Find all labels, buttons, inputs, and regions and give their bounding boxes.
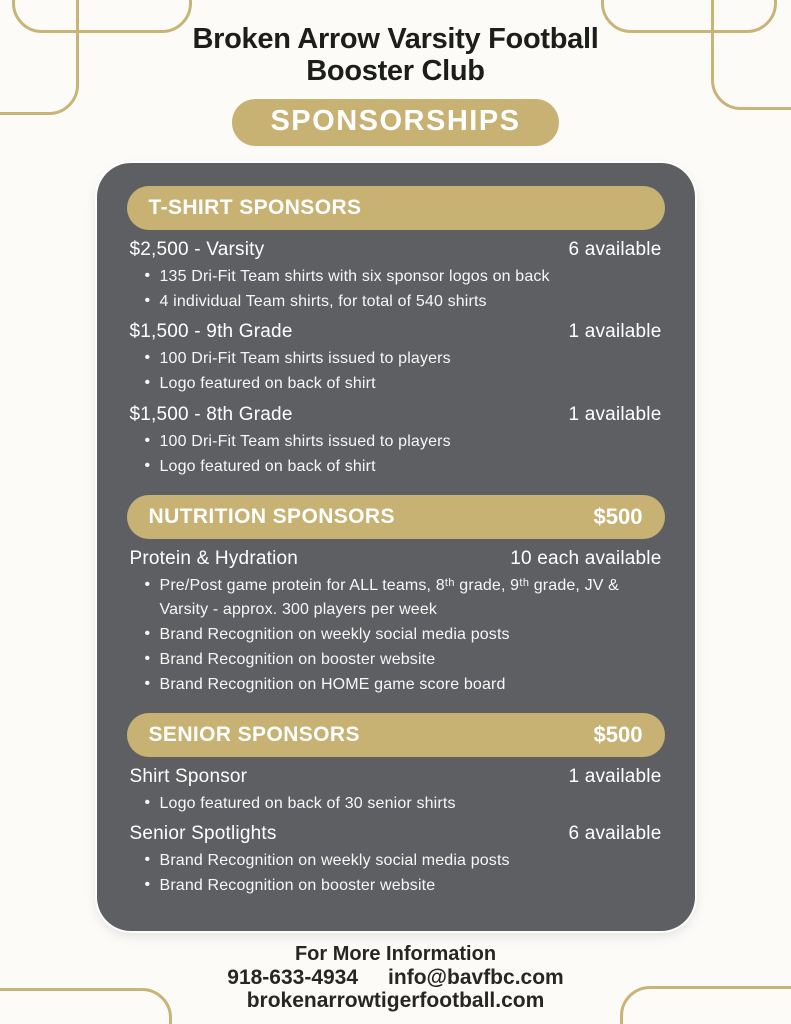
bullet-point: • Brand Recognition on weekly social media posts bbox=[144, 849, 665, 874]
bullet-list bbox=[127, 265, 665, 315]
bullet-point: • 4 individual Team shirts, for total of 540 shirts bbox=[144, 290, 665, 315]
footer-contact-line bbox=[0, 966, 791, 990]
item-availability: 6 available bbox=[568, 823, 662, 845]
bullet-list bbox=[127, 792, 665, 817]
bullet-point: • 135 Dri-Fit Team shirts with six sponsor logos on back bbox=[144, 265, 665, 290]
website-url: brokenarrowtigerfootball.com bbox=[246, 989, 545, 1013]
item-availability: 1 available bbox=[568, 403, 662, 425]
bullet-list bbox=[127, 574, 665, 698]
footer-heading: For More Information bbox=[294, 942, 497, 965]
sponsorship-card bbox=[97, 163, 695, 931]
item-name: $1,500 - 8th Grade bbox=[129, 403, 293, 425]
item-row bbox=[127, 548, 665, 570]
item-row bbox=[127, 823, 665, 845]
item-name: Senior Spotlights bbox=[129, 823, 277, 845]
item-availability: 1 available bbox=[568, 321, 662, 343]
section-price: $500 bbox=[593, 721, 643, 747]
section-title: NUTRITION SPONSORS bbox=[148, 504, 395, 528]
item-name: $1,500 - 9th Grade bbox=[129, 321, 293, 343]
section-price: $500 bbox=[593, 503, 643, 529]
item-availability: 10 each available bbox=[510, 547, 662, 569]
page-title-line2: Booster Club bbox=[306, 54, 485, 87]
bullet-list bbox=[127, 347, 665, 397]
flyer-footer bbox=[0, 943, 791, 1013]
flyer-header bbox=[0, 0, 791, 146]
bullet-point: • 100 Dri-Fit Team shirts issued to players bbox=[144, 430, 665, 455]
item-row bbox=[127, 321, 665, 343]
page-title-line1: Broken Arrow Varsity Football bbox=[192, 23, 599, 55]
item-name: Shirt Sponsor bbox=[129, 765, 248, 787]
item-row bbox=[127, 239, 665, 261]
sponsor-item-varsity bbox=[127, 239, 665, 315]
section-title: SENIOR SPONSORS bbox=[148, 722, 360, 746]
bullet-point: • Pre/Post game protein for ALL teams, 8ᵗʰ grade, 9ᵗʰ grade, JV & Varsity - approx. 300 players per week bbox=[144, 574, 665, 624]
sponsor-item-9th-grade bbox=[127, 321, 665, 397]
item-name: $2,500 - Varsity bbox=[129, 238, 265, 260]
section-title: T-SHIRT SPONSORS bbox=[148, 195, 362, 219]
section-senior-sponsors bbox=[127, 713, 665, 899]
sponsor-item-protein-hydration bbox=[127, 548, 665, 698]
sponsorships-badge: SPONSORSHIPS bbox=[232, 99, 558, 146]
bullet-point: • 100 Dri-Fit Team shirts issued to players bbox=[144, 347, 665, 372]
nutrition-section-header-bar bbox=[127, 495, 665, 539]
bullet-point: • Brand Recognition on booster website bbox=[144, 874, 665, 899]
bullet-point: • Logo featured on back of shirt bbox=[144, 455, 665, 480]
email-address: info@bavfbc.com bbox=[388, 965, 564, 989]
item-row bbox=[127, 766, 665, 788]
section-tshirt-sponsors bbox=[127, 186, 665, 480]
bullet-list bbox=[127, 430, 665, 480]
bullet-point: • Brand Recognition on weekly social media posts bbox=[144, 623, 665, 648]
item-name: Protein & Hydration bbox=[129, 547, 299, 569]
phone-number: 918-633-4934 bbox=[227, 965, 359, 989]
section-nutrition-sponsors bbox=[127, 495, 665, 698]
tshirt-section-header-bar bbox=[127, 186, 665, 230]
sponsor-item-senior-spotlights bbox=[127, 823, 665, 899]
bullet-point: • Logo featured on back of 30 senior shirts bbox=[144, 792, 665, 817]
bullet-point: • Logo featured on back of shirt bbox=[144, 372, 665, 397]
sponsor-item-shirt-sponsor bbox=[127, 766, 665, 817]
item-row bbox=[127, 404, 665, 426]
bullet-point: • Brand Recognition on HOME game score board bbox=[144, 673, 665, 698]
bullet-list bbox=[127, 849, 665, 899]
bullet-point: • Brand Recognition on booster website bbox=[144, 648, 665, 673]
sponsor-item-8th-grade bbox=[127, 404, 665, 480]
senior-section-header-bar bbox=[127, 713, 665, 757]
item-availability: 1 available bbox=[568, 765, 662, 787]
item-availability: 6 available bbox=[568, 238, 662, 260]
